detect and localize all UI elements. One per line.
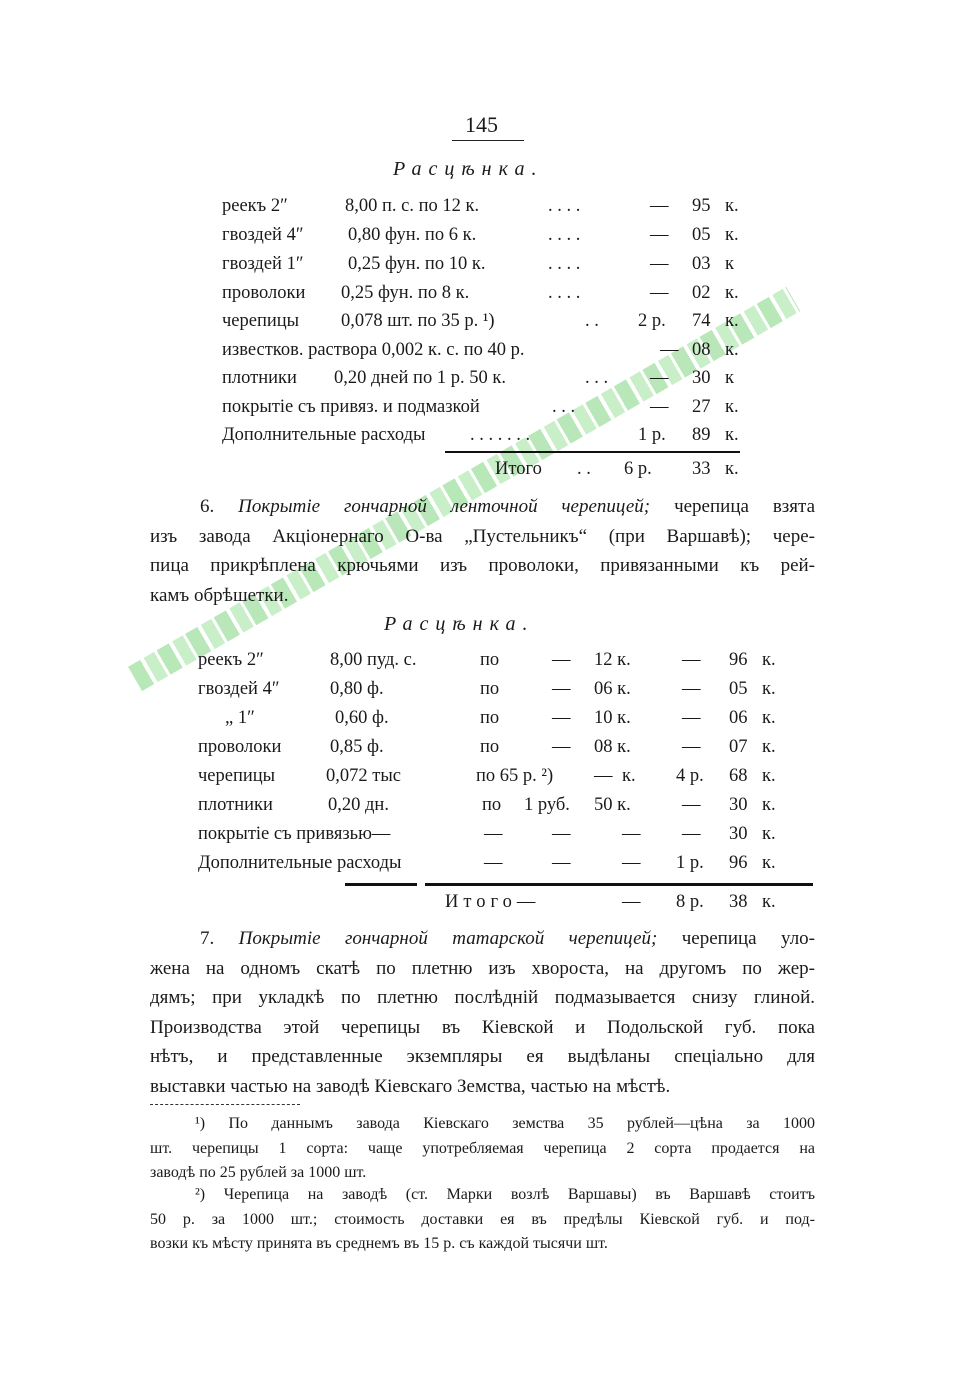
paragraph-title: Покрытіе гончарной татарской черепицей; <box>238 928 658 949</box>
footnote-2: ²) Черепица на заводѣ (ст. Марки возлѣ Варшавы) въ Варшавѣ стоитъ 50 р. за 1000 шт.; стоимость доставки ея въ предѣлы Кіевской губ. и под- возки къ мѣсту принята въ среднемъ въ 15 р. съ каждой тысячи шт. <box>150 1186 815 1252</box>
paragraph-title: Покрытіе гончарной ленточной черепицей; <box>238 496 651 517</box>
page-number: 145 <box>465 112 498 137</box>
table2-total-rule-left <box>345 883 417 886</box>
table2-heading: Расцѣнка. <box>384 613 535 635</box>
paragraph-6: 6. Покрытіе гончарной ленточной черепицей; черепица взята изъ завода Акціонернаго О-ва „Пустельникъ“ (при Варшавѣ); чере- пица прикрѣплена крючьями изъ проволоки, привязанными къ рей- камъ обрѣшетки. <box>150 496 816 606</box>
table1-heading: Расцѣнка. <box>393 158 544 180</box>
table1-total-rule <box>445 451 740 453</box>
footnote-1: ¹) По даннымъ завода Кіевскаго земства 35 рублей—цѣна за 1000 шт. черепицы 1 сорта: чаще употребляемая черепица 2 сорта продается на заводѣ по 25 рублей за 1000 шт. <box>150 1115 815 1181</box>
table2-total-rule <box>425 883 813 886</box>
paragraph-number: 6. <box>200 496 215 517</box>
paragraph-7: 7. Покрытіе гончарной татарской черепицей; черепица уло- жена на одномъ скатѣ по плетню изъ хвороста, на другомъ по жер- дямъ; при укладкѣ по плетню послѣдній подмазывается снизу глиной. Производства этой черепицы въ Кіевской и Подольской губ. пока нѣтъ, и представленные экземпляры ея выдѣланы спеціально для выставки частью на заводѣ Кіевскаго Земства, частью на мѣстѣ. <box>150 928 815 1097</box>
footnote-rule <box>150 1104 300 1105</box>
paragraph-number: 7. <box>200 928 215 949</box>
page-number-rule <box>452 140 524 141</box>
